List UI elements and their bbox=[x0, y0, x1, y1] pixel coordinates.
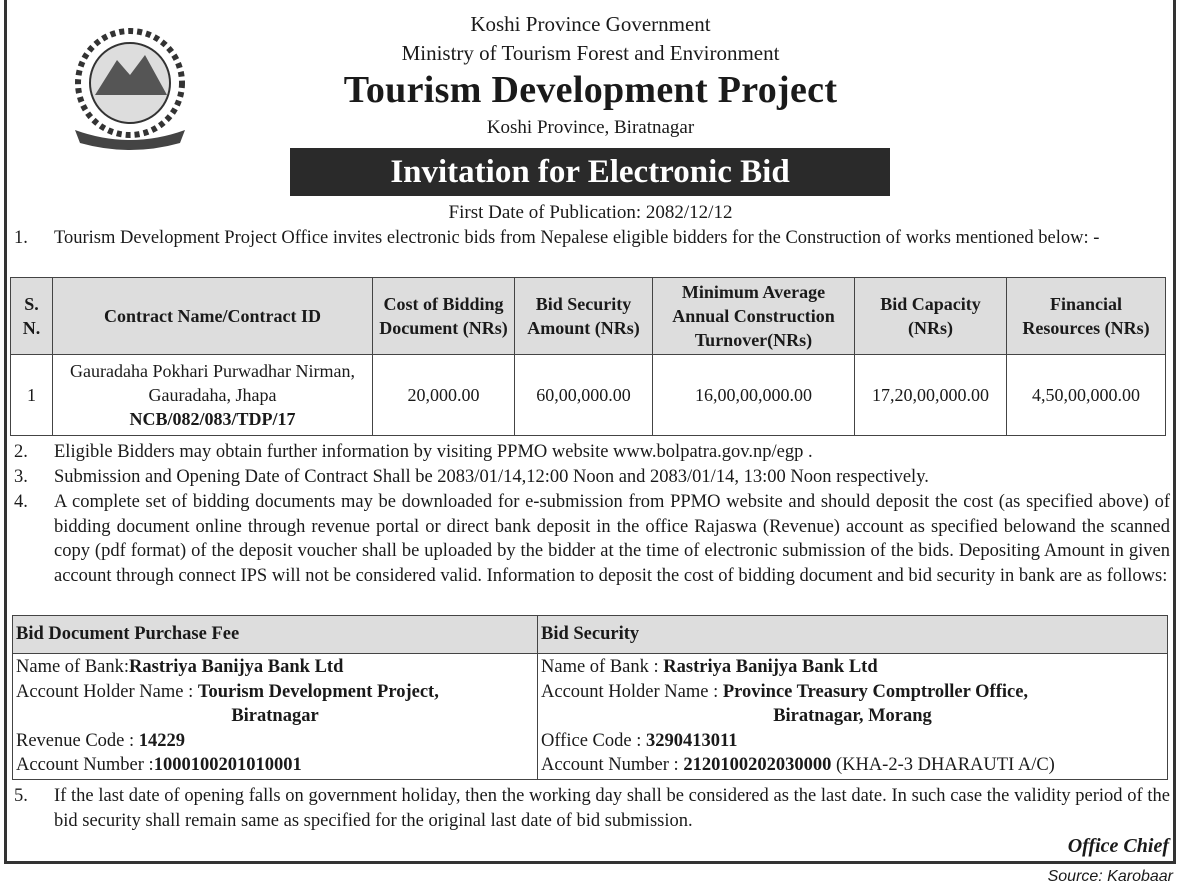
cell-contract bbox=[53, 355, 373, 436]
fee-details bbox=[13, 654, 538, 780]
item-1 bbox=[14, 226, 1170, 251]
item-number: 1. bbox=[14, 228, 28, 248]
item-text: Eligible Bidders may obtain further information by visiting PPMO website bbox=[54, 442, 614, 462]
item-4 bbox=[14, 490, 1170, 588]
table-header-row bbox=[11, 278, 1166, 355]
cell-security: 60,00,000.00 bbox=[515, 355, 653, 436]
fee-bank: Rastriya Banijya Bank Ltd bbox=[129, 657, 344, 677]
contract-id: NCB/082/083/TDP/17 bbox=[129, 409, 296, 429]
fee-holder: Tourism Development Project, bbox=[197, 681, 439, 702]
cell-sn: 1 bbox=[11, 355, 53, 436]
header-turnover: Minimum Average Annual Construction Turnover(NRs) bbox=[653, 278, 855, 355]
item-number: 4. bbox=[14, 492, 28, 512]
header-bid-security: Bid Security bbox=[538, 616, 1168, 654]
item-text: Submission and Opening Date of Contract Shall be 2083/01/14,12:00 Noon and 2083/01/14, 13:00 Noon respectively. bbox=[54, 467, 929, 487]
fee-code: 14229 bbox=[138, 730, 186, 751]
table-row bbox=[11, 355, 1166, 436]
item-text: Tourism Development Project Office invites electronic bids from Nepalese eligible bidders for the Construction of works mentioned below: - bbox=[54, 228, 1100, 248]
publication-date: First Date of Publication: 2082/12/12 bbox=[448, 202, 733, 223]
label: Account Holder Name : bbox=[541, 681, 723, 702]
account-note: (KHA-2-3 DHARAUTI A/C) bbox=[831, 755, 1055, 775]
security-account: 2120100202030000 bbox=[683, 755, 832, 775]
project-title: Tourism Development Project bbox=[343, 69, 838, 111]
item-text: If the last date of opening falls on government holiday, then the working day shall be considered as the last date. In such case the validity period of the bid security shall remain same as specified for the original last date of bid submission. bbox=[54, 786, 1170, 831]
header-fee: Bid Document Purchase Fee bbox=[13, 616, 538, 654]
ministry-name: Ministry of Tourism Forest and Environment bbox=[401, 41, 780, 65]
item-number: 5. bbox=[14, 786, 28, 806]
bank-details-table bbox=[12, 615, 1168, 780]
label: Account Number : bbox=[16, 755, 154, 775]
contract-name: Gauradaha Pokhari Purwadhar Nirman, Gauradaha, Jhapa bbox=[70, 361, 355, 405]
header-financial: Financial Resources (NRs) bbox=[1007, 278, 1166, 355]
notice-banner: Invitation for Electronic Bid bbox=[290, 148, 890, 196]
header-sn: S. N. bbox=[11, 278, 53, 355]
label: Account Holder Name : bbox=[16, 681, 198, 702]
item-2 bbox=[14, 440, 1170, 465]
contract-table bbox=[10, 277, 1166, 436]
header-contract: Contract Name/Contract ID bbox=[53, 278, 373, 355]
item-number: 3. bbox=[14, 467, 28, 487]
government-name: Koshi Province Government bbox=[470, 12, 711, 36]
label: Name of Bank: bbox=[16, 657, 130, 677]
header-capacity: Bid Capacity (NRs) bbox=[855, 278, 1007, 355]
item-number: 2. bbox=[14, 442, 28, 462]
security-bank: Rastriya Banijya Bank Ltd bbox=[663, 657, 878, 677]
cell-cost: 20,000.00 bbox=[373, 355, 515, 436]
cell-financial: 4,50,00,000.00 bbox=[1007, 355, 1166, 436]
signature: Office Chief bbox=[1067, 835, 1169, 857]
security-details bbox=[538, 654, 1168, 780]
fee-account: 1000100201010001 bbox=[153, 755, 302, 775]
security-code: 3290413011 bbox=[645, 730, 738, 751]
label: Account Number : bbox=[541, 755, 684, 775]
cell-turnover: 16,00,00,000.00 bbox=[653, 355, 855, 436]
fee-holder-city: Biratnagar bbox=[231, 706, 319, 726]
item-text-end: . bbox=[803, 442, 813, 462]
source-credit: Source: Karobaar bbox=[1047, 868, 1173, 885]
header-cost: Cost of Bidding Document (NRs) bbox=[373, 278, 515, 355]
project-location: Koshi Province, Biratnagar bbox=[486, 117, 695, 138]
security-holder: Province Treasury Comptroller Office, bbox=[722, 681, 1029, 702]
bank-details-row bbox=[13, 654, 1168, 780]
label: Revenue Code : bbox=[16, 730, 139, 751]
header-security: Bid Security Amount (NRs) bbox=[515, 278, 653, 355]
cell-capacity: 17,20,00,000.00 bbox=[855, 355, 1007, 436]
label: Office Code : bbox=[541, 730, 646, 751]
item-5 bbox=[14, 784, 1170, 833]
item-3 bbox=[14, 465, 1170, 490]
label: Name of Bank : bbox=[541, 657, 664, 677]
bank-header-row bbox=[13, 616, 1168, 654]
ppmo-website-link[interactable]: www.bolpatra.gov.np/egp bbox=[613, 442, 804, 462]
item-text: A complete set of bidding documents may be downloaded for e-submission from PPMO website and should deposit the cost (as specified above) of bidding document online through revenue portal or direct bank deposit in the office Rajaswa (Revenue) account as specified belowand the scanned copy (pdf format) of the deposit voucher shall be uploaded by the bidder at the time of electronic submission of the bids. Depositing Amount in given account through connect IPS will not be considered valid. Information to deposit the cost of bidding document and bid security in bank are as follows: bbox=[54, 492, 1170, 586]
security-holder-city: Biratnagar, Morang bbox=[773, 706, 932, 726]
